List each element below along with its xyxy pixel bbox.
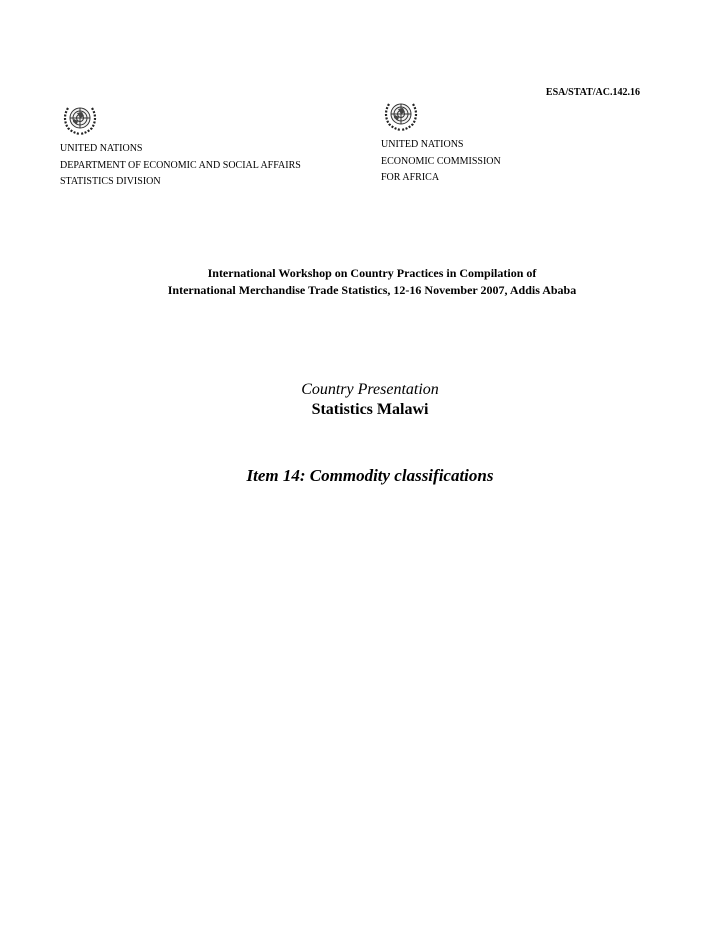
right-org-line-2: ECONOMIC COMMISSION (381, 155, 501, 167)
left-org-line-3: STATISTICS DIVISION (60, 176, 161, 187)
document-reference: ESA/STAT/AC.142.16 (545, 87, 640, 98)
un-emblem-icon (381, 98, 421, 134)
right-org-line-3: FOR AFRICA (381, 172, 440, 183)
un-emblem-icon (60, 102, 100, 138)
right-org-line-1: UNITED NATIONS (381, 139, 464, 150)
workshop-title-line-1: International Workshop on Country Practices in Compilation of (207, 266, 537, 280)
right-organization (381, 137, 501, 187)
presentation-country: Statistics Malawi (311, 401, 429, 418)
left-org-line-2: DEPARTMENT OF ECONOMIC AND SOCIAL AFFAIRS (60, 159, 301, 171)
left-organization (60, 141, 301, 191)
agenda-item-title: Item 14: Commodity classifications (246, 466, 494, 485)
left-org-line-1: UNITED NATIONS (60, 143, 143, 154)
workshop-title (0, 265, 720, 299)
presentation-label: Country Presentation (301, 381, 439, 398)
workshop-title-line-2: International Merchandise Trade Statistics, 12-16 November 2007, Addis Ababa (167, 283, 577, 297)
